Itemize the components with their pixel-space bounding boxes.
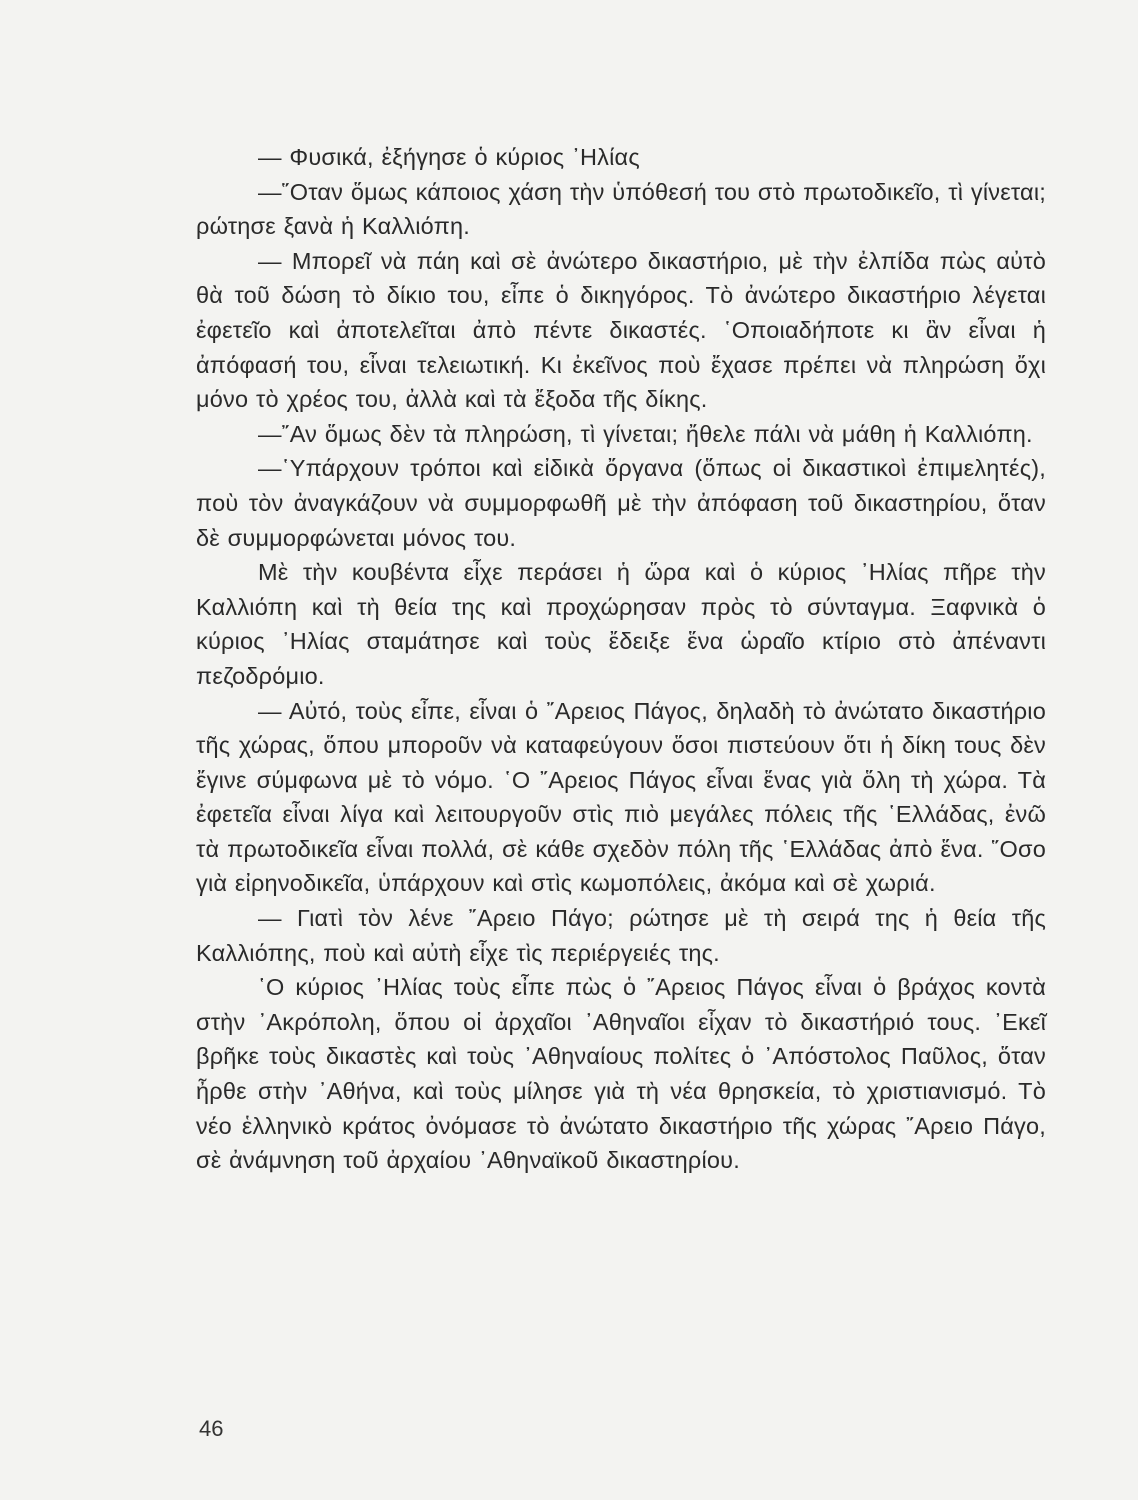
paragraph: —῎Αν ὅμως δὲν τὰ πληρώση, τὶ γίνεται; ἤθελε πάλι νὰ μάθη ἡ Καλλιόπη. (258, 420, 1033, 447)
paragraph: ῾Ο κύριος ᾿Ηλίας τοὺς εἶπε πὼς ὁ ῎Αρειος Πάγος εἶναι ὁ βράχος κοντὰ στὴν ᾿Ακρόπολη, ὅπου οἱ ἀρχαῖοι ᾿Αθηναῖοι εἶχαν τὸ δικαστήριό τους. ᾿Εκεῖ βρῆκε τοὺς δικαστὲς καὶ τοὺς ᾿Αθηναίους πολίτες ὁ ᾿Απόστολος Παῦλος, ὅταν ἦρθε στὴν ᾿Αθήνα, καὶ τοὺς μίλησε γιὰ τὴ νέα θρησκεία, τὸ χριστιανισμό. Τὸ νέο ἑλληνικὸ κράτος ὀνόμασε τὸ ἀνώτατο δικαστήριο τῆς χώρας ῎Αρειο Πάγο, σὲ ἀνάμνηση τοῦ ἀρχαίου ᾿Αθηναϊκοῦ δικαστηρίου. (196, 974, 1046, 1174)
paragraph: — Μπορεῖ νὰ πάη καὶ σὲ ἀνώτερο δικαστήριο, μὲ τὴν ἐλπίδα πὼς αὐτὸ θὰ τοῦ δώση τὸ δίκιο του, εἶπε ὁ δικηγόρος. Τὸ ἀνώτερο δικαστήριο λέγεται ἐφετεῖο καὶ ἀποτελεῖται ἀπὸ πέντε δικαστές. ῾Οποιαδήποτε κι ἂν εἶναι ἡ ἀπόφασή του, εἶναι τελειωτική. Κι ἐκεῖνος ποὺ ἔχασε πρέπει νὰ πληρώση ὄχι μόνο τὸ χρέος του, ἀλλὰ καὶ τὰ ἔξοδα τῆς δίκης. (196, 247, 1046, 413)
paragraph: — Φυσικά, ἐξήγησε ὁ κύριος ᾿Ηλίας (258, 144, 640, 170)
paragraph: — Αὐτό, τοὺς εἶπε, εἶναι ὁ ῎Αρειος Πάγος, δηλαδὴ τὸ ἀνώτατο δικαστήριο τῆς χώρας, ὅπου μποροῦν νὰ καταφεύγουν ὅσοι πιστεύουν ὅτι ἡ δίκη τους δὲν ἔγινε σύμφωνα μὲ τὸ νόμο. ῾Ο ῎Αρειος Πάγος εἶναι ἕνας γιὰ ὅλη τὴ χώρα. Τὰ ἐφετεῖα εἶναι λίγα καὶ λειτουργοῦν στὶς πιὸ μεγάλες πόλεις τῆς ῾Ελλάδας, ἐνῶ τὰ πρωτοδικεῖα εἶναι πολλά, σὲ κάθε σχεδὸν πόλη τῆς ῾Ελλάδας ἀπὸ ἕνα. ῞Οσο γιὰ εἰρηνοδικεῖα, ὑπάρχουν καὶ στὶς κωμοπόλεις, ἀκόμα καὶ σὲ χωριά. (196, 697, 1046, 897)
page-body (196, 140, 1046, 1178)
page-number: 46 (199, 1416, 224, 1441)
paragraph: Μὲ τὴν κουβέντα εἶχε περάσει ἡ ὥρα καὶ ὁ κύριος ᾿Ηλίας πῆρε τὴν Καλλιόπη καὶ τὴ θεία της καὶ προχώρησαν πρὸς τὸ σύνταγμα. Ξαφνικὰ ὁ κύριος ᾿Ηλίας σταμάτησε καὶ τοὺς ἔδειξε ἕνα ὡραῖο κτίριο στὸ ἀπέναντι πεζοδρόμιο. (196, 559, 1046, 689)
paragraph: —῞Οταν ὅμως κάποιος χάση τὴν ὑπόθεσή του στὸ πρωτοδικεῖο, τὶ γίνεται; ρώτησε ξανὰ ἡ Καλλιόπη. (196, 178, 1046, 240)
paragraph: —῾Υπάρχουν τρόποι καὶ εἰδικὰ ὄργανα (ὅπως οἱ δικαστικοὶ ἐπιμελητές), ποὺ τὸν ἀναγκάζουν νὰ συμμορφωθῆ μὲ τὴν ἀπόφαση τοῦ δικαστηρίου, ὅταν δὲ συμμορφώνεται μόνος του. (196, 455, 1046, 551)
paragraph: — Γιατὶ τὸν λένε ῎Αρειο Πάγο; ρώτησε μὲ τὴ σειρά της ἡ θεία τῆς Καλλιόπης, ποὺ καὶ αὐτὴ εἶχε τὶς περιέργειές της. (196, 905, 1046, 966)
